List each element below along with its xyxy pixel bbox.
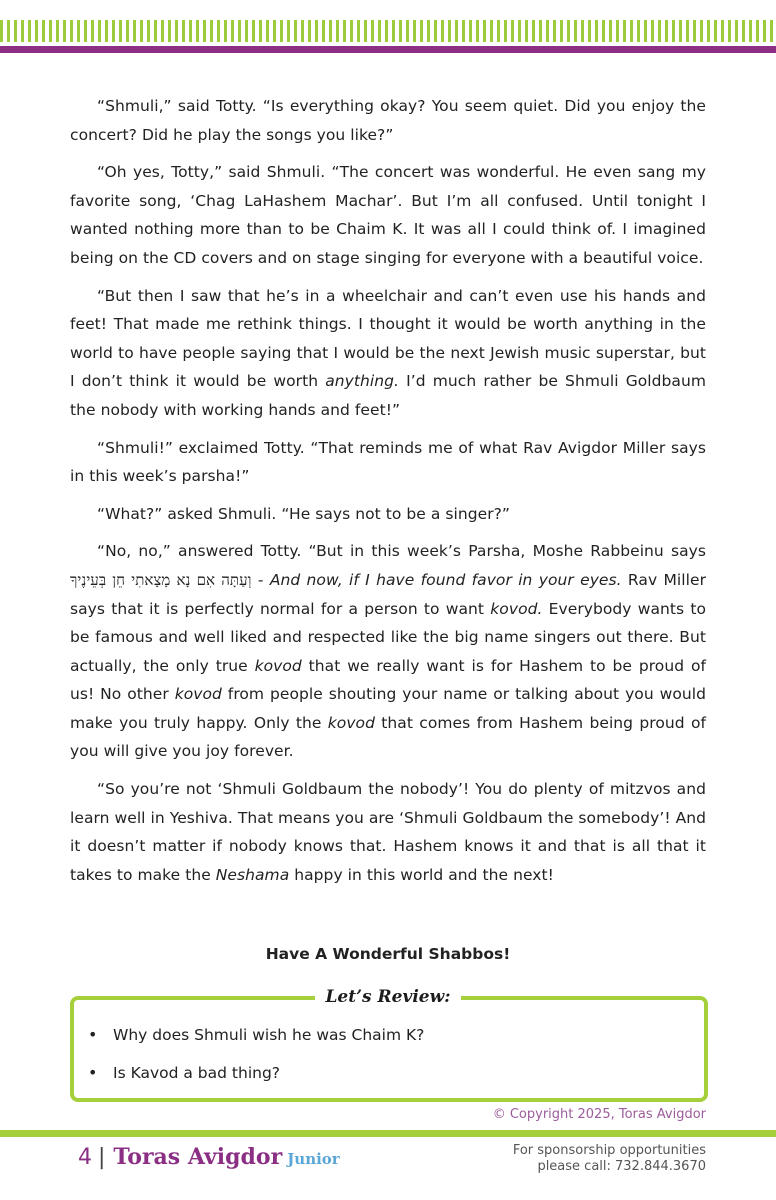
brand-logo-subtitle: Junior <box>287 1150 340 1168</box>
footer-separator: | <box>98 1145 106 1170</box>
verse-translation: And now, if I have found favor in your eyes. <box>269 570 622 589</box>
paragraph-6-intro: “No, no,” answered Totty. “But in this week’s Parsha, Moshe Rabbeinu says <box>97 542 706 561</box>
copyright-notice: © Copyright 2025, Toras Avigdor <box>492 1107 706 1122</box>
sponsorship-phone: please call: 732.844.3670 <box>537 1159 706 1174</box>
paragraph-3-text-end: I’d much rather be Shmuli Goldbaum the nobody with working hands and feet!” <box>70 372 706 419</box>
paragraph-6-text-5: that comes from Hashem being proud of you will give you joy forever. <box>70 713 706 761</box>
paragraph-6-text-3: that we really want is for Hashem to be proud of us! No other <box>70 656 706 704</box>
kovod-term: kovod <box>327 713 375 732</box>
paragraph-7-text-end: happy in this world and the next! <box>289 865 554 884</box>
paragraph-6-text-4: from people shouting your name or talking about you would make you truly happy. Only the <box>70 685 706 732</box>
paragraph-7 <box>70 775 706 889</box>
review-title: Let’s Review: <box>315 983 461 1011</box>
paragraph-5: “What?” asked Shmuli. “He says not to be a singer?” <box>97 504 510 523</box>
paragraph-7-text: “So you’re not ‘Shmuli Goldbaum the nobody’! You do plenty of mitzvos and learn well in Yeshiva. That means you are ‘Shmuli Goldbaum the somebody’! And it doesn’t matter if nobody knows that. Hashem knows it and that is all that it takes to make the <box>70 780 706 884</box>
paragraph-1: “Shmuli,” said Totty. “Is everything okay? You seem quiet. Did you enjoy the concert? Did he play the songs you like?” <box>70 97 706 144</box>
review-question: • Why does Shmuli wish he was Chaim K? <box>86 1020 424 1050</box>
review-list <box>86 1020 424 1096</box>
sponsorship-line: For sponsorship opportunities <box>512 1143 706 1158</box>
page-number: 4 <box>78 1145 92 1170</box>
bottom-accent-bar <box>0 1130 776 1137</box>
review-question: • Is Kavod a bad thing? <box>86 1058 424 1088</box>
hebrew-verse: וְעַתָּה אִם נָא מָצָאתִי חֵן בְּעֵינֶיךָ <box>70 570 252 589</box>
paragraph-4: “Shmuli!” exclaimed Totty. “That reminds me of what Rav Avigdor Miller says in this week’s parsha!” <box>70 438 706 486</box>
kovod-term: kovod <box>174 685 222 704</box>
kovod-term: kovod. <box>490 599 543 618</box>
top-accent-bar <box>0 46 776 53</box>
verse-dash: - <box>251 570 270 589</box>
paragraph-3 <box>70 282 706 425</box>
brand-logo-text: Toras Avigdor <box>113 1144 283 1170</box>
paragraph-2: “Oh yes, Totty,” said Shmuli. “The concert was wonderful. He even sang my favorite song, ‘Chag LaHashem Machar’. But I’m all confused. Until tonight I wanted nothing more than to be Chaim K. It was all I could think of. I imagined being on the CD covers and on stage singing for everyone with a beautiful voice. <box>70 163 706 267</box>
sponsorship-info <box>513 1143 706 1175</box>
paragraph-7-emphasis: Neshama <box>215 865 290 884</box>
paragraph-3-emphasis: anything. <box>325 372 399 391</box>
paragraph-6 <box>70 537 706 766</box>
top-decorative-ticks <box>0 20 776 42</box>
paragraph-6-text-1: Rav Miller says that it is perfectly normal for a person to want <box>70 570 706 618</box>
closing-greeting: Have A Wonderful Shabbos! <box>265 945 511 963</box>
story-body <box>70 92 706 898</box>
paragraph-6-text-2: Everybody wants to be famous and well liked and respected like the big name singers out there. But actually, the only true <box>70 599 707 675</box>
kovod-term: kovod <box>254 656 302 675</box>
paragraph-3-text: “But then I saw that he’s in a wheelchair and can’t even use his hands and feet! That made me rethink things. I thought it would be worth anything in the world to have people saying that I would be the next Jewish music superstar, but I don’t think it would be worth <box>70 286 706 391</box>
footer-branding <box>78 1144 340 1176</box>
